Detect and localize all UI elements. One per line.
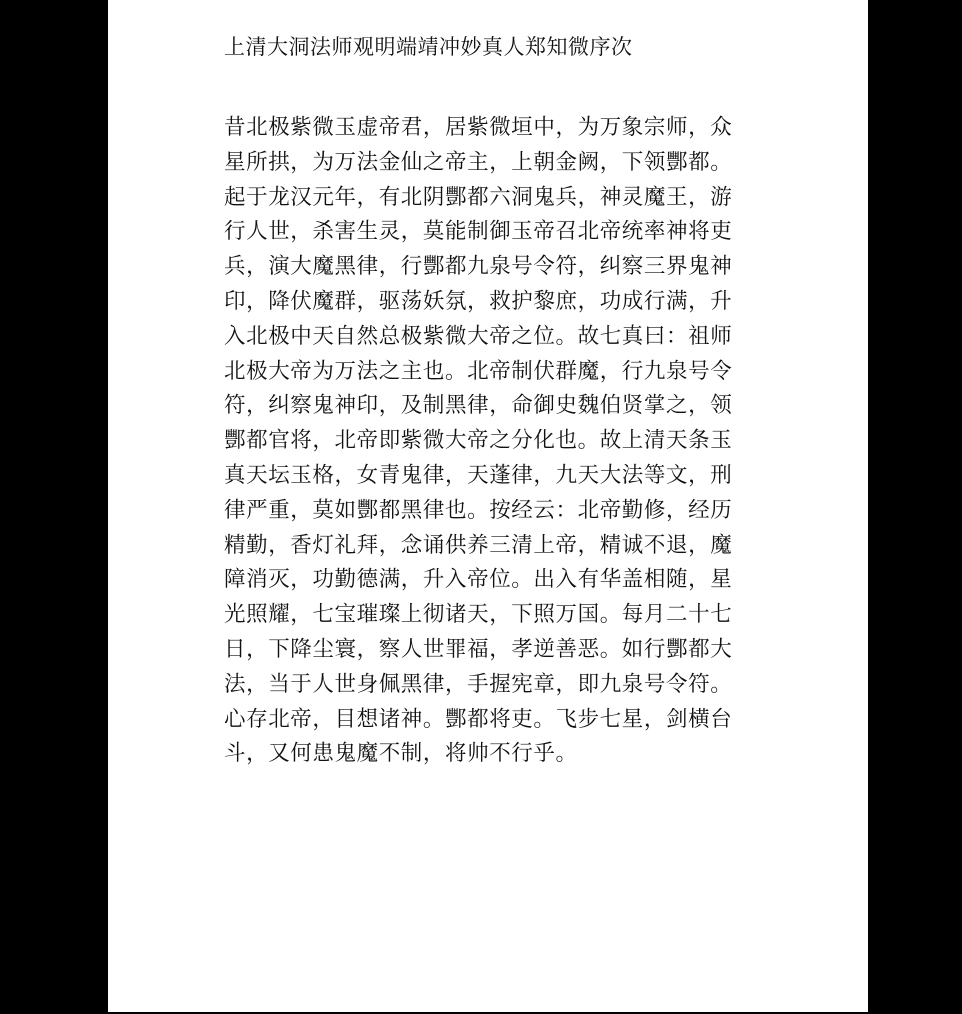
text-line: 光照耀，七宝璀璨上彻诸天，下照万国。每月二十七 — [224, 602, 733, 628]
text-line: 昔北极紫微玉虚帝君，居紫微垣中，为万象宗师，众 — [224, 115, 733, 140]
document-page[interactable] — [108, 0, 868, 1012]
text-line: 斗，又何患鬼魔不制，将帅不行乎。 — [224, 741, 578, 767]
text-line: 符，纠察鬼神印，及制黑律，命御史魏伯贤掌之，领 — [224, 393, 733, 419]
text-line: 法，当于人世身佩黑律，手握宪章，即九泉号令符。 — [224, 671, 733, 697]
document-body — [224, 111, 764, 772]
text-line: 印，降伏魔群，驱荡妖氛，救护黎庶，功成行满，升 — [224, 288, 733, 314]
text-line: 障消灭，功勤德满，升入帝位。出入有华盖相随，星 — [224, 567, 733, 593]
text-line: 入北极中天自然总极紫微大帝之位。故七真曰：祖师 — [224, 323, 733, 349]
text-line: 酆都官将，北帝即紫微大帝之分化也。故上清天条玉 — [224, 428, 733, 454]
text-line: 心存北帝，目想诸神。酆都将吏。飞步七星，剑横台 — [224, 706, 733, 732]
text-line: 起于龙汉元年，有北阴酆都六洞鬼兵，神灵魔王，游 — [224, 184, 733, 210]
text-line: 真天坛玉格，女青鬼律，天蓬律，九天大法等文，刑 — [224, 462, 733, 488]
document-title: 上清大洞法师观明端靖冲妙真人郑知微序次 — [224, 35, 633, 59]
text-line: 行人世，杀害生灵，莫能制御玉帝召北帝统率神将吏 — [224, 219, 733, 245]
text-line: 律严重，莫如酆都黑律也。按经云：北帝勤修，经历 — [224, 497, 733, 523]
text-line: 星所拱，为万法金仙之帝主，上朝金阙，下领酆都。 — [224, 149, 733, 175]
text-line: 北极大帝为万法之主也。北帝制伏群魔，行九泉号令 — [224, 358, 733, 384]
text-line: 日，下降尘寰，察人世罪福，孝逆善恶。如行酆都大 — [224, 636, 733, 662]
text-line: 兵，演大魔黑律，行酆都九泉号令符，纠察三界鬼神 — [224, 254, 733, 280]
text-line: 精勤，香灯礼拜，念诵供养三清上帝，精诚不退，魔 — [224, 532, 733, 558]
